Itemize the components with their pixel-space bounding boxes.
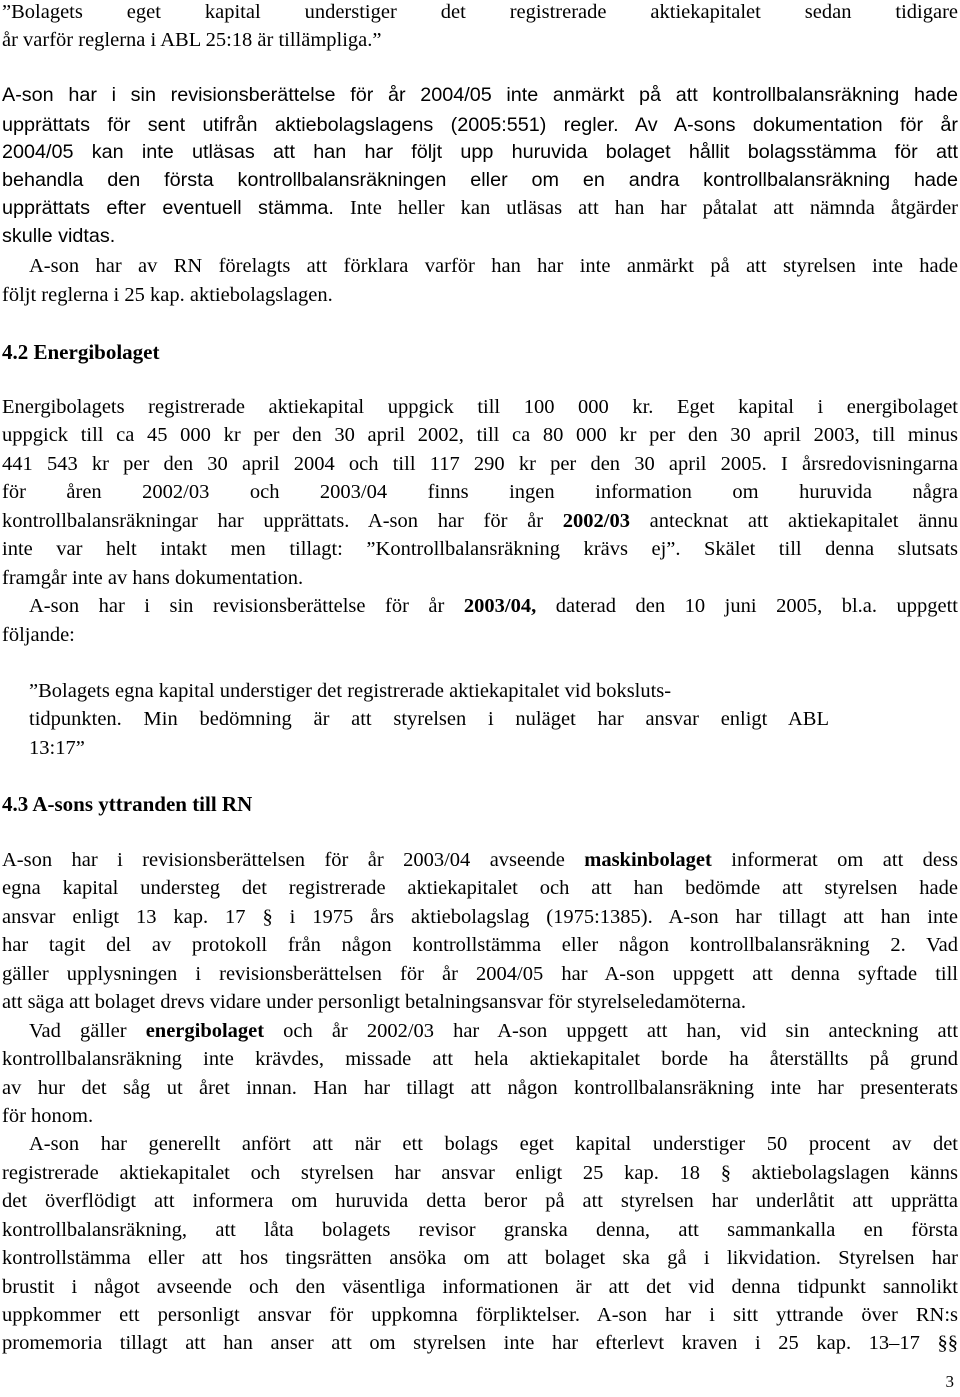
page-number: 3 [945,1372,954,1391]
section-heading: 4.2 Energibolaget [2,340,160,364]
paragraph-line: kontrollbalansräkning, att låta bolagets revisor granska denna, att sammankalla en första [2,1219,958,1241]
paragraph-line: registrerade aktiekapitalet och styrelsen har ansvar enligt 25 kap. 18 § aktiebolagslagen känns [2,1162,958,1184]
paragraph-line: följt reglerna i 25 kap. aktiebolagslagen. [2,284,333,306]
quote-line: år varför reglerna i ABL 25:18 är tillämpliga.” [2,29,382,51]
paragraph-line: har tagit del av protokoll från någon kontrollstämma eller någon kontrollbalansräkning 2. Vad [2,934,958,956]
paragraph-line: skulle vidtas. [2,225,116,247]
paragraph-line: promemoria tillagt att han anser att om styrelsen inte har efterlevt kraven i 25 kap. 13–17 §§ [2,1332,958,1354]
paragraph-line: gäller upplysningen i revisionsberättelsen för år 2004/05 har A-son uppgett att denna syftade till [2,963,958,985]
paragraph-line: A-son har i revisionsberättelsen för år 2003/04 avseende maskinbolaget informerat om att dess [2,849,958,871]
paragraph-line: inte var helt intakt men tillagt: ”Kontrollbalansräkning krävs ej”. Skälet till denna slutsats [2,538,958,560]
paragraph-line: 2004/05 kan inte utläsas att han har följt upp huruvida bolaget hållit bolagsstämma för att [2,141,958,163]
paragraph-line: kontrollstämma eller att hos tingsrätten ansöka om att bolaget ska gå i likvidation. Styrelsen har [2,1247,958,1269]
paragraph-line: A-son har av RN förelagts att förklara varför han har inte anmärkt på att styrelsen inte hade [29,255,958,277]
section-heading: 4.3 A-sons yttranden till RN [2,792,253,816]
paragraph-line: följande: [2,624,75,646]
paragraph-line: det överflödigt att informera om huruvida detta beror på att styrelsen har underlåtit att upprätta [2,1190,958,1212]
paragraph-line: för åren 2002/03 och 2003/04 finns ingen information om huruvida några [2,481,958,503]
paragraph-line: framgår inte av hans dokumentation. [2,567,304,589]
paragraph-line: brustit i något avseende och den väsentliga informationen är att det vid denna tidpunkt sannolikt [2,1276,958,1298]
paragraph-line: upprättats efter eventuell stämma. Inte heller kan utläsas att han har påtalat att nämnda åtgärder [2,197,958,219]
paragraph-line: av hur det såg ut året innan. Han har tillagt att någon kontrollbalansräkning inte har presenterats [2,1077,958,1099]
paragraph-line: 441 543 kr per den 30 april 2004 och till 117 290 kr per den 30 april 2005. I årsredovisningarna [2,453,958,475]
paragraph-line: kontrollbalansräkningar har upprättats. A-son har för år 2002/03 antecknat att aktiekapitalet ännu [2,510,959,532]
quote-line: ”Bolagets eget kapital understiger det registrerade aktiekapitalet sedan tidigare [2,1,958,23]
paragraph-line: att säga att bolaget drevs vidare under personligt betalningsansvar för styrelseledamöterna. [2,991,747,1013]
quote-line: tidpunkten. Min bedömning är att styrelsen i nuläget har ansvar enligt ABL [29,708,829,730]
paragraph-line: A-son har generellt anfört att när ett bolags eget kapital understiger 50 procent av det [29,1133,958,1155]
paragraph-line: Vad gäller energibolaget och år 2002/03 har A-son uppgett att han, vid sin anteckning att [29,1020,959,1042]
paragraph-line: kontrollbalansräkning inte krävdes, missade att hela aktiekapitalet borde ha återställts på grund [2,1048,958,1070]
paragraph-line: uppkommer ett personligt ansvar för uppkomna förpliktelser. A-son har i sitt yttrande över RN:s [2,1304,958,1326]
paragraph-line: A-son har i sin revisionsberättelse för år 2003/04, daterad den 10 juni 2005, bl.a. uppgett [29,595,958,617]
paragraph-line: egna kapital understeg det registrerade aktiekapitalet och att han bedömde att styrelsen hade [2,877,958,899]
quote-line: 13:17” [29,737,85,759]
paragraph-line: uppgick till ca 45 000 kr per den 30 april 2002, till ca 80 000 kr per den 30 april 2003, till minus [2,424,958,446]
paragraph-line: för honom. [2,1105,94,1127]
paragraph-line: behandla den första kontrollbalansräkningen eller om en andra kontrollbalansräkning hade [2,169,958,191]
quote-line: ”Bolagets egna kapital understiger det registrerade aktiekapitalet vid boksluts- [29,680,672,702]
paragraph-line: upprättats för sent utifrån aktiebolagslagens (2005:551) regler. Av A-sons dokumentation för år [2,114,958,136]
paragraph-line: A-son har i sin revisionsberättelse för år 2004/05 inte anmärkt på att kontrollbalansräkning hade [2,84,958,106]
paragraph-line: ansvar enligt 13 kap. 17 § i 1975 års aktiebolagslag (1975:1385). A-son har tillagt att han inte [2,906,958,928]
paragraph-line: Energibolagets registrerade aktiekapital uppgick till 100 000 kr. Eget kapital i energibolaget [2,396,958,418]
